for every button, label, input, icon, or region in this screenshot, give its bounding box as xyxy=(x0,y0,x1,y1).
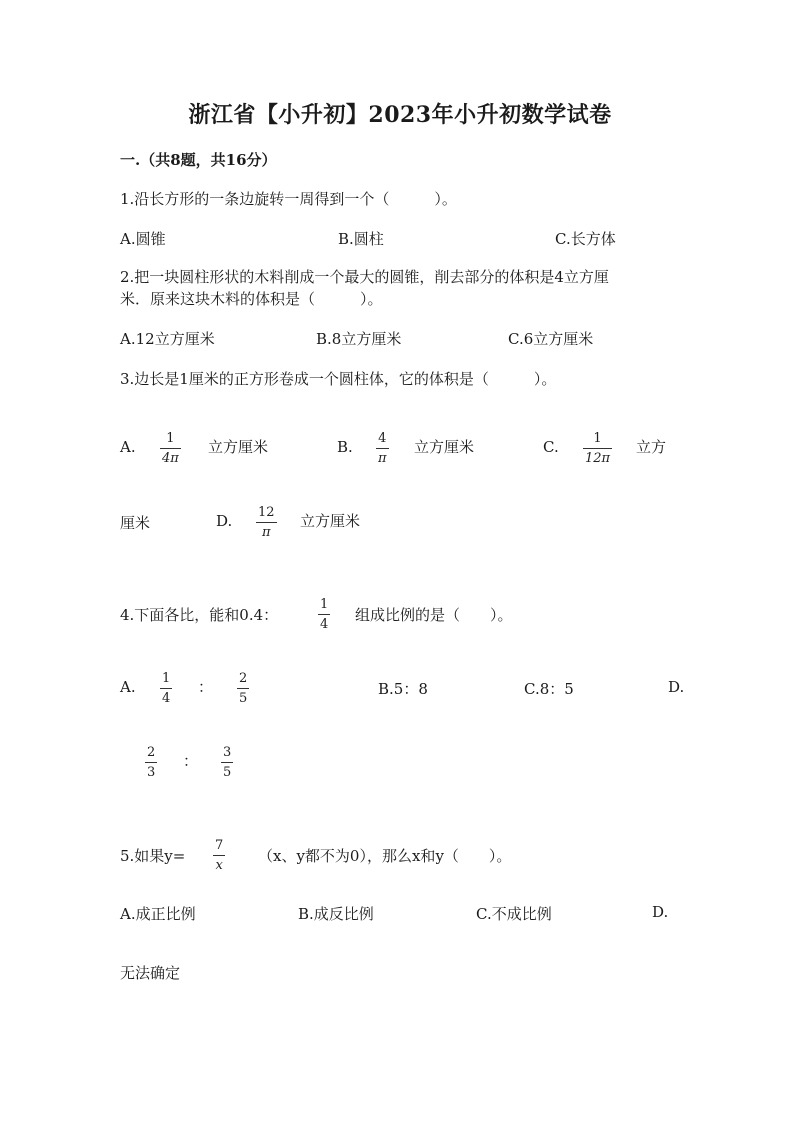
page-title: 浙江省【小升初】2023年小升初数学试卷 xyxy=(188,102,612,128)
q3-option-b-unit: 立方厘米 xyxy=(414,438,475,456)
q3-option-d-unit: 立方厘米 xyxy=(300,512,361,530)
q4-option-a-fraction-2 xyxy=(237,672,249,705)
question-4-prefix: 4.下面各比，能和0.4： xyxy=(120,606,279,624)
q5-option-a: A.成正比例 xyxy=(120,905,196,923)
q4-option-a-label: A. xyxy=(120,678,136,696)
fraction-numerator: 3 xyxy=(223,745,232,760)
q1-option-a: A.圆锥 xyxy=(120,230,166,248)
q5-option-c: C.不成比例 xyxy=(476,905,552,923)
q2-option-b: B.8立方厘米 xyxy=(316,330,402,348)
fraction-numerator: 2 xyxy=(147,745,156,760)
q5-option-d-text: 无法确定 xyxy=(120,964,181,982)
q2-option-c: C.6立方厘米 xyxy=(508,330,594,348)
fraction-numerator: 1 xyxy=(166,431,175,446)
fraction-numerator: 1 xyxy=(320,597,329,612)
fraction-denominator: π xyxy=(378,451,387,466)
fraction-numerator: 4 xyxy=(378,431,387,446)
q3-option-c-fraction xyxy=(583,432,612,465)
question-4-suffix: 组成比例的是（ ）。 xyxy=(355,606,513,624)
q3-option-a-fraction xyxy=(160,432,181,465)
fraction-denominator: 4 xyxy=(162,691,171,706)
q3-option-b-label: B. xyxy=(337,438,353,456)
q5-option-d-label: D. xyxy=(652,903,669,921)
fraction-denominator: 3 xyxy=(147,765,156,780)
q4-ratio-fraction xyxy=(318,598,330,631)
fraction-denominator: 12π xyxy=(585,451,611,466)
q3-option-c-label: C. xyxy=(543,438,559,456)
q1-option-c: C.长方体 xyxy=(555,230,616,248)
q4-option-d-fraction-2 xyxy=(221,746,233,779)
q2-option-a: A.12立方厘米 xyxy=(120,330,215,348)
q4-option-a-colon: ： xyxy=(198,678,214,696)
question-1: 1.沿长方形的一条边旋转一周得到一个（ ）。 xyxy=(120,190,457,208)
q5-option-b: B.成反比例 xyxy=(298,905,374,923)
q4-option-d-label: D. xyxy=(668,678,685,696)
q1-option-b: B.圆柱 xyxy=(338,230,384,248)
q3-option-c-unit: 立方 xyxy=(636,438,667,456)
q4-option-c: C.8：5 xyxy=(524,680,574,698)
q5-fraction xyxy=(213,839,225,872)
fraction-denominator: 5 xyxy=(239,691,248,706)
q4-option-a-fraction-1 xyxy=(160,672,172,705)
fraction-numerator: 1 xyxy=(162,671,171,686)
fraction-numerator: 12 xyxy=(258,505,275,520)
fraction-denominator: 4 xyxy=(320,617,329,632)
q3-option-d-label: D. xyxy=(216,512,233,530)
q4-option-d-fraction-1 xyxy=(145,746,157,779)
fraction-numerator: 7 xyxy=(215,838,224,853)
q4-option-b: B.5：8 xyxy=(378,680,428,698)
question-2-line-1: 2.把一块圆柱形状的木料削成一个最大的圆锥，削去部分的体积是4立方厘 xyxy=(120,268,609,286)
fraction-denominator: 5 xyxy=(223,765,232,780)
q3-option-d-fraction xyxy=(256,506,277,539)
q3-option-c-unit-continued: 厘米 xyxy=(120,514,151,532)
fraction-numerator: 1 xyxy=(593,431,602,446)
q3-option-a-label: A. xyxy=(120,438,136,456)
fraction-denominator: x xyxy=(215,858,223,873)
q3-option-a-unit: 立方厘米 xyxy=(208,438,269,456)
question-2-line-2: 米．原来这块木料的体积是（ ）。 xyxy=(120,290,383,308)
q4-option-d-colon: ： xyxy=(183,752,199,770)
fraction-numerator: 2 xyxy=(239,671,248,686)
fraction-denominator: 4π xyxy=(162,451,179,466)
section-heading: 一.（共8题，共16分） xyxy=(120,151,277,169)
fraction-denominator: π xyxy=(262,525,271,540)
question-5-suffix: （x、y都不为0），那么x和y（ ）。 xyxy=(258,847,512,865)
question-3: 3.边长是1厘米的正方形卷成一个圆柱体，它的体积是（ ）。 xyxy=(120,370,557,388)
question-5-prefix: 5.如果y= xyxy=(120,847,186,865)
q3-option-b-fraction xyxy=(376,432,389,465)
